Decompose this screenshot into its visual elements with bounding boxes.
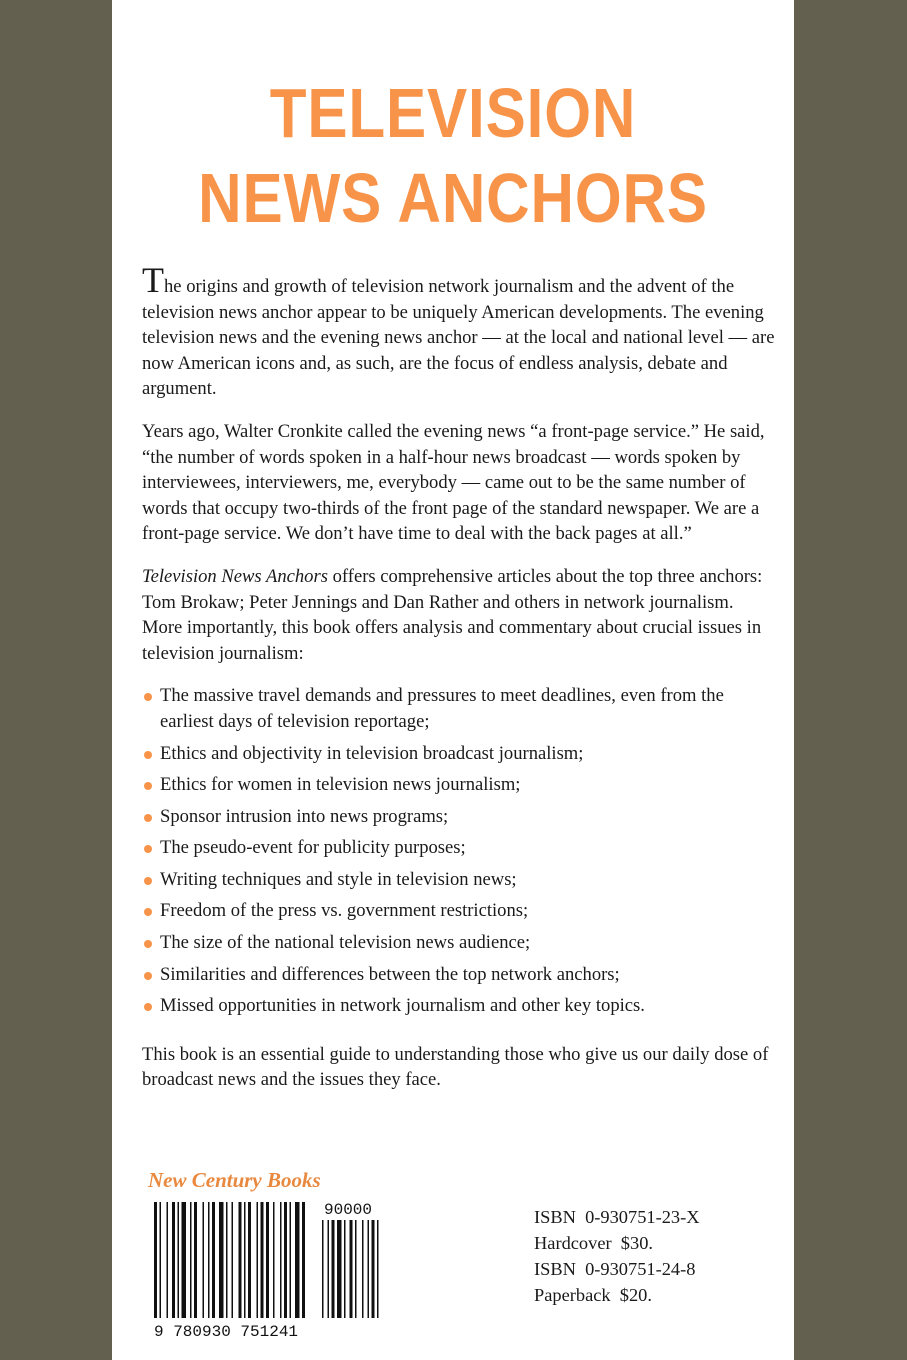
barcode-bar (212, 1202, 215, 1318)
list-item: Ethics and objectivity in television broadcast journalism; (142, 741, 778, 767)
title-line-2: NEWS ANCHORS (198, 159, 708, 237)
barcode-bar (295, 1202, 300, 1318)
barcode-addon-bar (372, 1220, 375, 1318)
barcode-addon-bar (328, 1220, 330, 1318)
barcode-bar (266, 1202, 269, 1318)
bullet-dot-icon (144, 940, 152, 948)
barcode-bar (194, 1202, 197, 1318)
barcode-bar (160, 1202, 162, 1318)
bullet-dot-icon (144, 782, 152, 790)
barcode-bar (226, 1202, 228, 1318)
barcode-addon-bar (322, 1220, 324, 1318)
list-item: Similarities and differences between the top network anchors; (142, 962, 778, 988)
barcode-addon-bar (362, 1220, 364, 1318)
barcode-bar (248, 1202, 251, 1318)
back-cover (112, 0, 794, 1360)
list-item: The pseudo-event for publicity purposes; (142, 835, 778, 861)
bullet-dot-icon (144, 877, 152, 885)
title-line-1: TELEVISION (269, 74, 637, 152)
bullet-dot-icon (144, 693, 152, 701)
closing-paragraph: This book is an essential guide to understanding those who give us our daily dose of broadcast news and the issues they face. (142, 1043, 769, 1091)
barcode-addon-bar (377, 1220, 379, 1318)
barcode-bar (219, 1202, 224, 1318)
barcode-bar (208, 1202, 210, 1318)
book-title-italic: Television News Anchors (142, 565, 328, 587)
barcode-bar (203, 1202, 205, 1318)
barcode-bar (154, 1202, 157, 1318)
barcode-bar (239, 1202, 242, 1318)
barcode-bar (273, 1202, 275, 1318)
drop-cap: T (142, 260, 164, 300)
barcode-bar (178, 1202, 180, 1318)
list-item: Missed opportunities in network journalism and other key topics. (142, 993, 778, 1019)
bullet-dot-icon (144, 908, 152, 916)
isbn-paperback: ISBN 0-930751-24-8 (534, 1259, 696, 1279)
barcode-bar (257, 1202, 259, 1318)
list-item: Ethics for women in television news journalism; (142, 772, 778, 798)
overview-paragraph (142, 564, 778, 666)
list-item: The massive travel demands and pressures to meet deadlines, even from the earliest days of television reportage; (142, 683, 778, 734)
bullet-dot-icon (144, 972, 152, 980)
topic-list (142, 683, 778, 1019)
price-paperback: Paperback $20. (534, 1285, 652, 1305)
overview-text: offers comprehensive articles about the top three anchors: Tom Brokaw; Peter Jennings and Dan Rather and others in network journalism. More importantly, this book offers analysis and commentary about crucial issues in television journalism: (142, 565, 763, 664)
barcode-bar (302, 1202, 305, 1318)
barcode-bar (182, 1202, 187, 1318)
cover-text (142, 260, 778, 1110)
barcode-bar (280, 1202, 282, 1318)
list-item: Sponsor intrusion into news programs; (142, 804, 778, 830)
bullet-dot-icon (144, 814, 152, 822)
barcode-addon-bar (332, 1220, 335, 1318)
barcode-bar (167, 1202, 169, 1318)
bullet-dot-icon (144, 845, 152, 853)
barcode (152, 1198, 406, 1338)
isbn-block (534, 1204, 700, 1308)
list-item: The size of the national television news audience; (142, 930, 778, 956)
list-item: Writing techniques and style in television news; (142, 867, 778, 893)
intro-paragraph (142, 260, 778, 402)
bullet-dot-icon (144, 751, 152, 759)
list-item: Freedom of the press vs. government restrictions; (142, 898, 778, 924)
barcode-bar (190, 1202, 192, 1318)
barcode-addon-bar (337, 1220, 342, 1318)
barcode-bar (284, 1202, 287, 1318)
publisher-logo: New Century Books (148, 1168, 321, 1192)
barcode-bar (244, 1202, 246, 1318)
barcode-bar (290, 1202, 292, 1318)
barcode-addon-bar (355, 1220, 357, 1318)
barcode-addon-bar (368, 1220, 370, 1318)
barcode-bar (261, 1202, 264, 1318)
barcode-bar (172, 1202, 175, 1318)
price-hardcover: Hardcover $30. (534, 1233, 653, 1253)
barcode-addon-bar (350, 1220, 353, 1318)
barcode-bar (232, 1202, 234, 1318)
barcode-addon-bar (344, 1220, 346, 1318)
isbn-hardcover: ISBN 0-930751-23-X (534, 1207, 700, 1227)
barcode-number: 9 780930 751241 (154, 1323, 299, 1338)
bullet-dot-icon (144, 1003, 152, 1011)
quote-paragraph: Years ago, Walter Cronkite called the evening news “a front-page service.” He said, “the number of words spoken in a half-hour news broadcast — words spoken by interviewees, interviewers, me, everybody — came out to be the same number of words that occupy two-thirds of the front page of the standard newspaper. We are a front-page service. We don’t have time to deal with the back pages at all.” (142, 420, 765, 545)
barcode-addon: 90000 (324, 1201, 373, 1219)
intro-text: he origins and growth of television network journalism and the advent of the television news anchor appear to be uniquely American developments. The evening television news and the evening news anchor — at the local and national level — are now American icons and, as such, are the focus of endless analysis, debate and argument. (142, 276, 775, 400)
